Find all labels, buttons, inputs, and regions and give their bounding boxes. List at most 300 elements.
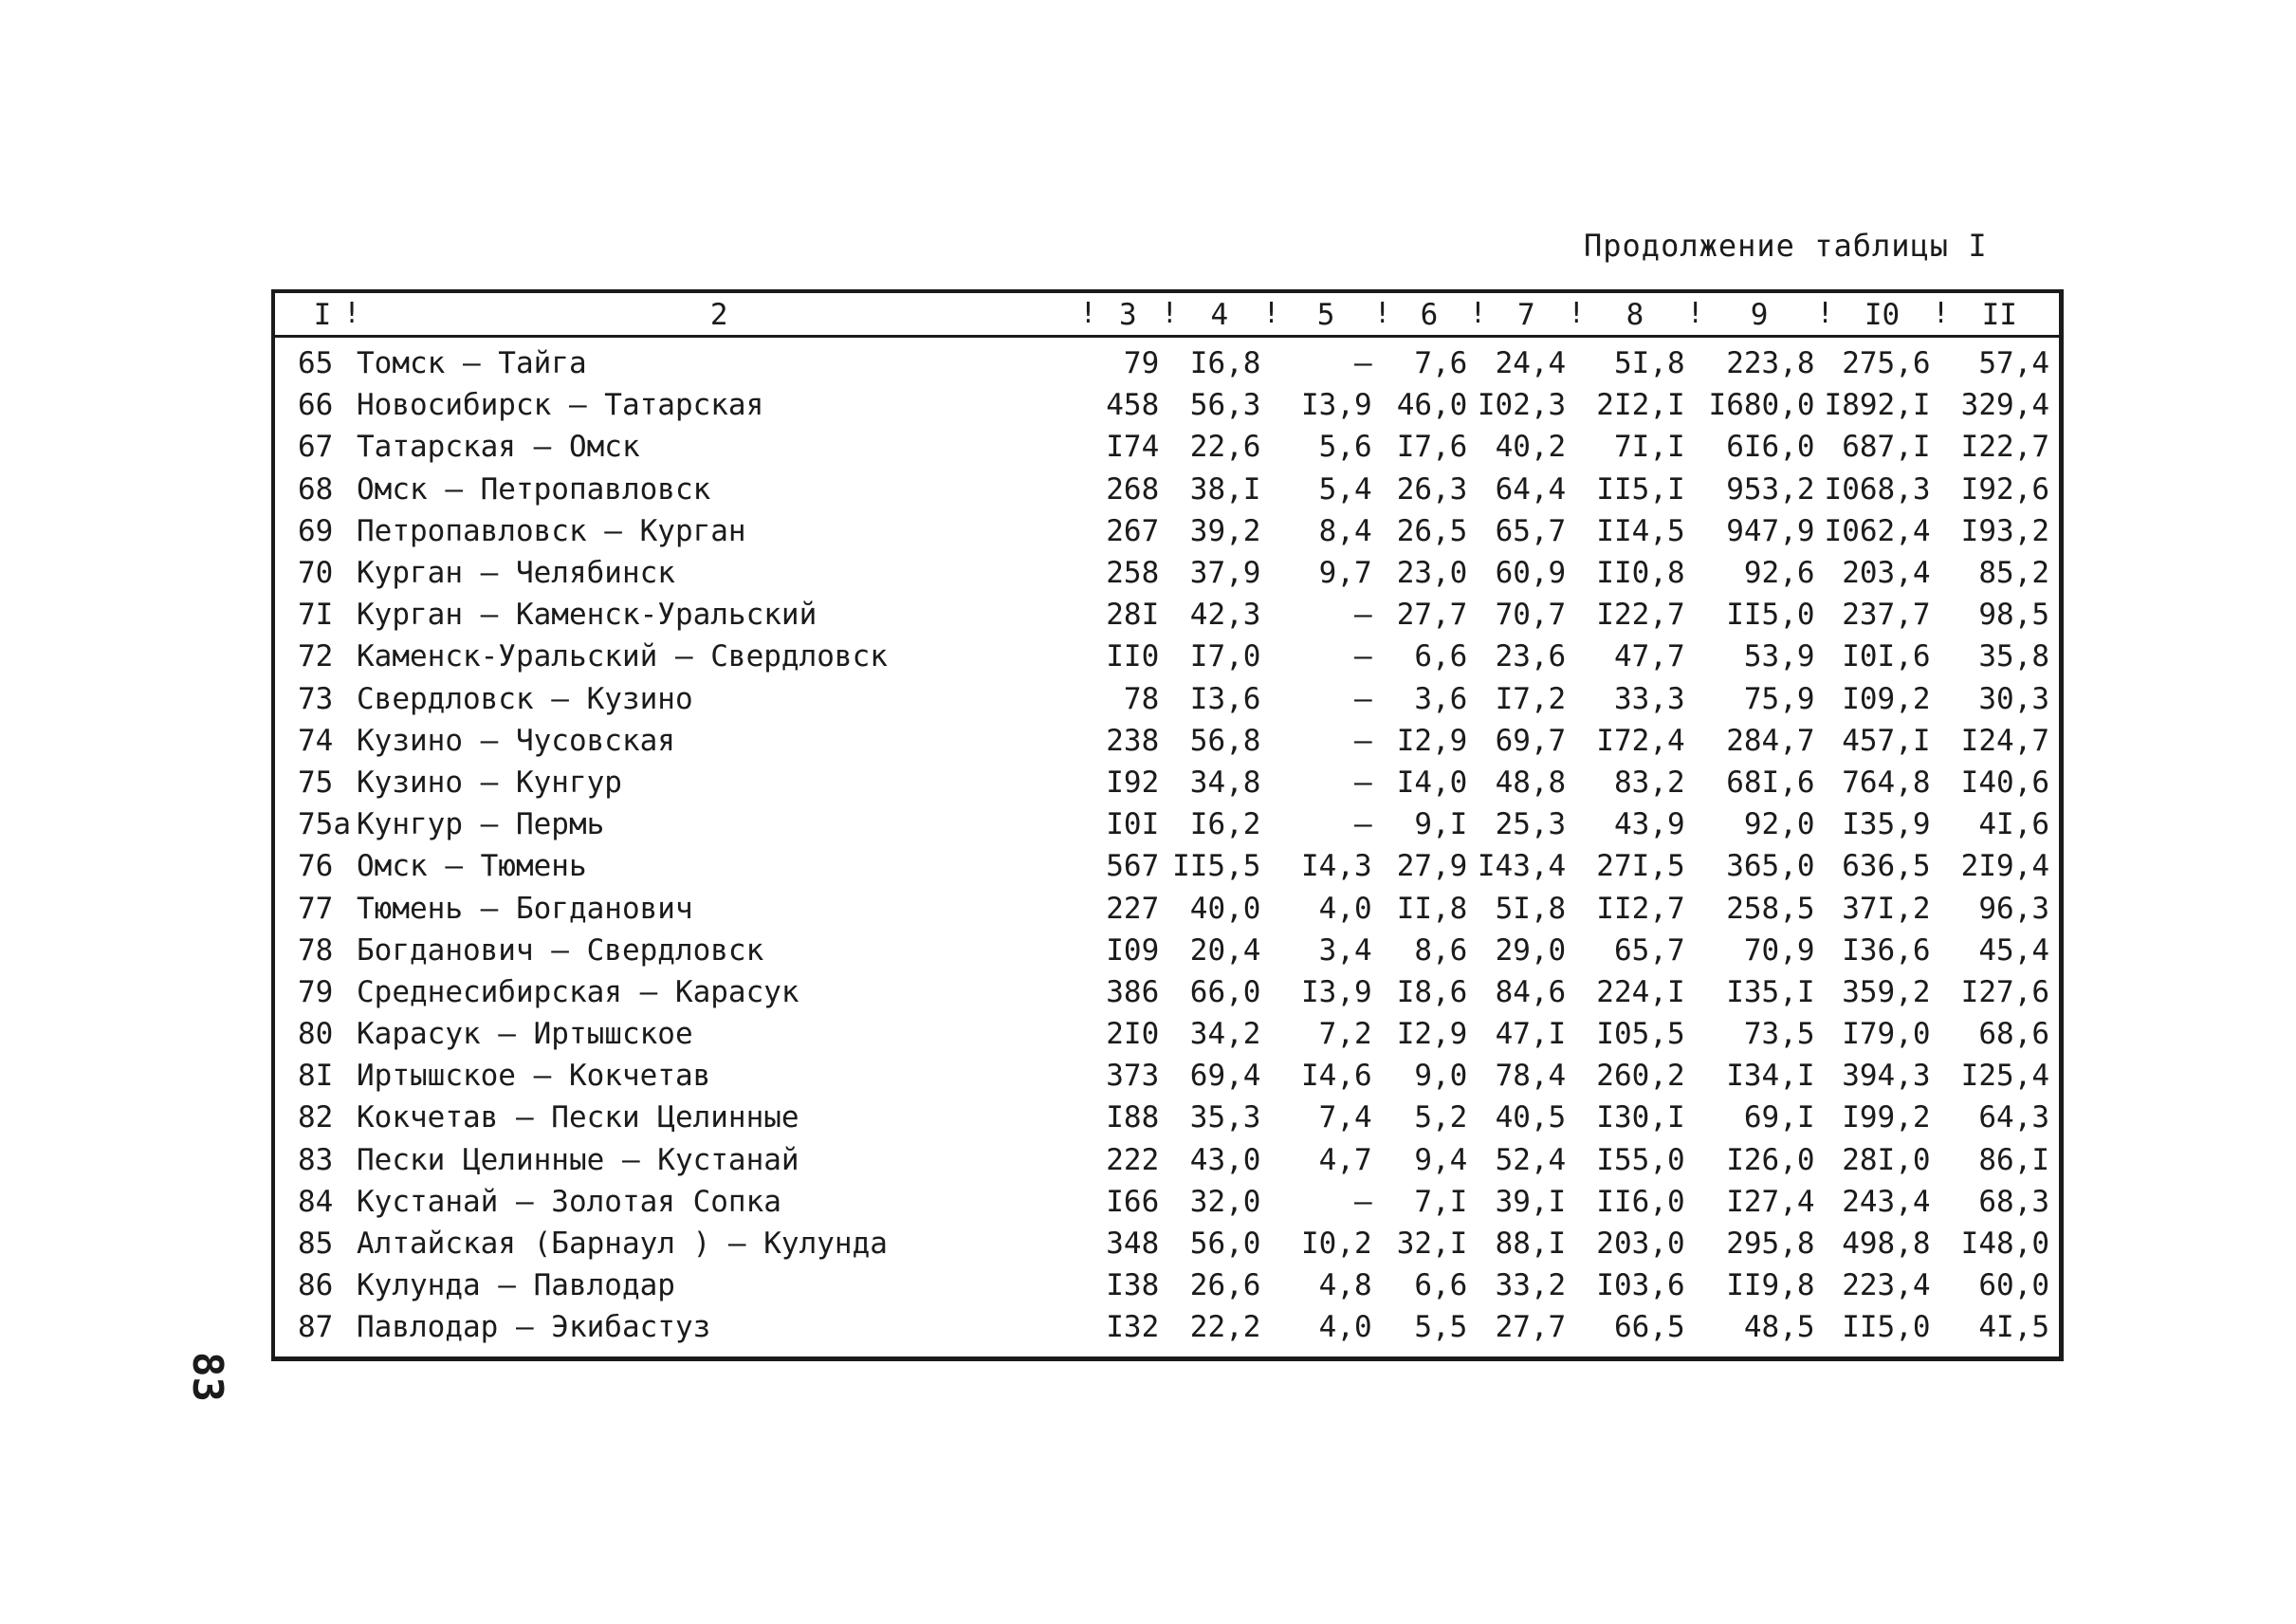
route-name: Омск – Петропавловск <box>357 471 711 507</box>
value-cell: 69,I <box>1743 1100 1815 1135</box>
value-cell: 4I,5 <box>1978 1310 2049 1345</box>
table-row <box>294 1013 2059 1055</box>
value-cell: 267 <box>1106 513 1160 548</box>
value-cell: 20,4 <box>1189 932 1261 968</box>
column-header-6 <box>1373 293 1478 337</box>
value-cell: – <box>1354 723 1372 758</box>
value-cell: 268 <box>1106 471 1160 507</box>
value-cell: 34,2 <box>1189 1017 1261 1052</box>
value-cell: I25,4 <box>1960 1059 2049 1094</box>
row-number: 78 <box>298 932 334 968</box>
table-row <box>294 678 2059 720</box>
value-cell: 9,0 <box>1414 1059 1468 1094</box>
row-number: 77 <box>298 891 334 926</box>
value-cell: 6,6 <box>1414 639 1468 674</box>
value-cell: 238 <box>1106 723 1160 758</box>
value-cell: 22,6 <box>1189 430 1261 465</box>
value-cell: 947,9 <box>1726 513 1815 548</box>
table-row <box>294 845 2059 887</box>
value-cell: I2,9 <box>1396 1017 1468 1052</box>
value-cell: 223,4 <box>1842 1268 1931 1303</box>
row-number: 80 <box>298 1017 334 1052</box>
value-cell: I43,4 <box>1477 849 1567 884</box>
value-cell: 92,6 <box>1743 556 1815 591</box>
value-cell: 29,0 <box>1495 932 1567 968</box>
row-number: 69 <box>298 513 334 548</box>
value-cell: 22,2 <box>1189 1310 1261 1345</box>
value-cell: 373 <box>1106 1059 1160 1094</box>
value-cell: I05,5 <box>1596 1017 1685 1052</box>
value-cell: I35,I <box>1726 974 1815 1009</box>
table-row <box>294 1139 2059 1181</box>
value-cell: 69,7 <box>1495 723 1567 758</box>
value-cell: 78 <box>1123 681 1160 716</box>
route-name: Среднесибирская – Карасук <box>357 974 799 1009</box>
value-cell: – <box>1354 639 1372 674</box>
value-cell: I0,2 <box>1301 1227 1372 1262</box>
value-cell: 86,I <box>1978 1142 2049 1177</box>
route-name: Богданович – Свердловск <box>357 932 764 968</box>
value-cell: 40,5 <box>1495 1100 1567 1135</box>
value-cell: 33,2 <box>1495 1268 1567 1303</box>
value-cell: 52,4 <box>1495 1142 1567 1177</box>
value-cell: 40,2 <box>1495 430 1567 465</box>
value-cell: I3,9 <box>1301 974 1372 1009</box>
table-row <box>294 971 2059 1013</box>
value-cell: 237,7 <box>1842 598 1931 633</box>
value-cell: 48,8 <box>1495 765 1567 800</box>
value-cell: 56,8 <box>1189 723 1261 758</box>
value-cell: – <box>1354 346 1372 381</box>
value-cell: 26,5 <box>1396 513 1468 548</box>
value-cell: II5,I <box>1596 471 1685 507</box>
column-separator: ! <box>1161 297 1179 330</box>
value-cell: 68,6 <box>1978 1017 2049 1052</box>
value-cell: 60,9 <box>1495 556 1567 591</box>
value-cell: I02,3 <box>1477 388 1567 423</box>
value-cell: I32 <box>1106 1310 1160 1345</box>
value-cell: 83,2 <box>1613 765 1685 800</box>
value-cell: I79,0 <box>1842 1017 1931 1052</box>
route-name: Новосибирск – Татарская <box>357 388 764 423</box>
table-row <box>294 803 2059 845</box>
value-cell: 23,6 <box>1495 639 1567 674</box>
row-number: 8I <box>298 1059 334 1094</box>
value-cell: 284,7 <box>1726 723 1815 758</box>
value-cell: 78,4 <box>1495 1059 1567 1094</box>
value-cell: 35,8 <box>1978 639 2049 674</box>
row-number: 73 <box>298 681 334 716</box>
value-cell: I8,6 <box>1396 974 1468 1009</box>
route-name: Кузино – Кунгур <box>357 765 622 800</box>
column-header-label: 8 <box>1626 298 1644 332</box>
row-number: 86 <box>298 1268 334 1303</box>
value-cell: I4,6 <box>1301 1059 1372 1094</box>
value-cell: I30,I <box>1596 1100 1685 1135</box>
table-row <box>294 636 2059 677</box>
value-cell: 42,3 <box>1189 598 1261 633</box>
row-number: 74 <box>298 723 334 758</box>
value-cell: 6I6,0 <box>1726 430 1815 465</box>
route-name: Омск – Тюмень <box>357 849 587 884</box>
page-number: 83 <box>183 1352 231 1402</box>
value-cell: 7,I <box>1414 1184 1468 1219</box>
value-cell: I27,4 <box>1726 1184 1815 1219</box>
value-cell: 53,9 <box>1743 639 1815 674</box>
table-row <box>294 762 2059 803</box>
data-table <box>294 293 2059 1349</box>
value-cell: I22,7 <box>1596 598 1685 633</box>
value-cell: 27,7 <box>1396 598 1468 633</box>
value-cell: 88,I <box>1495 1227 1567 1262</box>
column-header-label: 6 <box>1420 298 1439 332</box>
value-cell: I74 <box>1106 430 1160 465</box>
value-cell: 30,3 <box>1978 681 2049 716</box>
value-cell: 9,4 <box>1414 1142 1468 1177</box>
value-cell: 26,6 <box>1189 1268 1261 1303</box>
value-cell: II5,0 <box>1842 1310 1931 1345</box>
value-cell: 39,2 <box>1189 513 1261 548</box>
value-cell: – <box>1354 765 1372 800</box>
route-name: Алтайская (Барнаул ) – Кулунда <box>357 1227 888 1262</box>
route-name: Свердловск – Кузино <box>357 681 693 716</box>
column-header-8 <box>1568 293 1694 337</box>
table-row <box>294 720 2059 762</box>
value-cell: 27,7 <box>1495 1310 1567 1345</box>
value-cell: 8,6 <box>1414 932 1468 968</box>
row-number: 68 <box>298 471 334 507</box>
row-number: 79 <box>298 974 334 1009</box>
value-cell: 5,4 <box>1318 471 1372 507</box>
value-cell: 258,5 <box>1726 891 1815 926</box>
value-cell: 4,8 <box>1318 1268 1372 1303</box>
value-cell: 64,4 <box>1495 471 1567 507</box>
value-cell: I92,6 <box>1960 471 2049 507</box>
value-cell: II9,8 <box>1726 1268 1815 1303</box>
table-row <box>294 510 2059 552</box>
value-cell: 5,5 <box>1414 1310 1468 1345</box>
table-row <box>294 1055 2059 1097</box>
value-cell: I88 <box>1106 1100 1160 1135</box>
value-cell: 23,0 <box>1396 556 1468 591</box>
value-cell: I062,4 <box>1824 513 1931 548</box>
value-cell: I7,0 <box>1189 639 1261 674</box>
value-cell: 203,4 <box>1842 556 1931 591</box>
value-cell: 275,6 <box>1842 346 1931 381</box>
value-cell: 223,8 <box>1726 346 1815 381</box>
value-cell: 458 <box>1106 388 1160 423</box>
value-cell: 3,6 <box>1414 681 1468 716</box>
row-number: 72 <box>298 639 334 674</box>
value-cell: I34,I <box>1726 1059 1815 1094</box>
value-cell: 43,0 <box>1189 1142 1261 1177</box>
value-cell: 4,7 <box>1318 1142 1372 1177</box>
value-cell: 359,2 <box>1842 974 1931 1009</box>
column-header-label: II <box>1981 298 2017 332</box>
value-cell: – <box>1354 681 1372 716</box>
value-cell: 46,0 <box>1396 388 1468 423</box>
value-cell: I6,8 <box>1189 346 1261 381</box>
row-number: 65 <box>298 346 334 381</box>
value-cell: 65,7 <box>1495 513 1567 548</box>
route-name: Тюмень – Богданович <box>357 891 693 926</box>
value-cell: I92 <box>1106 765 1160 800</box>
value-cell: 37,9 <box>1189 556 1261 591</box>
value-cell: 4,0 <box>1318 891 1372 926</box>
value-cell: 28I <box>1106 598 1160 633</box>
value-cell: 56,3 <box>1189 388 1261 423</box>
route-name: Каменск-Уральский – Свердловск <box>357 639 888 674</box>
value-cell: 636,5 <box>1842 849 1931 884</box>
table-row <box>294 1223 2059 1264</box>
value-cell: 66,5 <box>1613 1310 1685 1345</box>
column-header-10 <box>1816 293 1940 337</box>
column-separator: ! <box>1373 297 1391 330</box>
value-cell: 25,3 <box>1495 807 1567 842</box>
value-cell: I09,2 <box>1842 681 1931 716</box>
value-cell: I680,0 <box>1708 388 1815 423</box>
column-separator: ! <box>1469 297 1487 330</box>
column-separator: ! <box>1932 297 1950 330</box>
value-cell: 68I,6 <box>1726 765 1815 800</box>
column-header-label: 2 <box>709 298 728 332</box>
value-cell: 33,3 <box>1613 681 1685 716</box>
value-cell: 365,0 <box>1726 849 1815 884</box>
column-header-label: 3 <box>1118 298 1137 332</box>
value-cell: I38 <box>1106 1268 1160 1303</box>
value-cell: I35,9 <box>1842 807 1931 842</box>
value-cell: II2,7 <box>1596 891 1685 926</box>
value-cell: 65,7 <box>1613 932 1685 968</box>
value-cell: II0,8 <box>1596 556 1685 591</box>
value-cell: II0 <box>1106 639 1160 674</box>
value-cell: 56,0 <box>1189 1227 1261 1262</box>
value-cell: 64,3 <box>1978 1100 2049 1135</box>
table-row <box>294 930 2059 971</box>
row-number: 83 <box>298 1142 334 1177</box>
value-cell: 43,9 <box>1613 807 1685 842</box>
row-number: 75 <box>298 765 334 800</box>
column-header-label: 4 <box>1210 298 1229 332</box>
value-cell: I4,0 <box>1396 765 1468 800</box>
value-cell: 764,8 <box>1842 765 1931 800</box>
value-cell: 498,8 <box>1842 1227 1931 1262</box>
value-cell: 39,I <box>1495 1184 1567 1219</box>
table-row <box>294 594 2059 636</box>
value-cell: 48,5 <box>1743 1310 1815 1345</box>
value-cell: I26,0 <box>1726 1142 1815 1177</box>
value-cell: 394,3 <box>1842 1059 1931 1094</box>
value-cell: 96,3 <box>1978 891 2049 926</box>
value-cell: 60,0 <box>1978 1268 2049 1303</box>
value-cell: I068,3 <box>1824 471 1931 507</box>
value-cell: I2,9 <box>1396 723 1468 758</box>
table-frame <box>271 289 2064 1361</box>
value-cell: 7I,I <box>1613 430 1685 465</box>
route-name: Кокчетав – Пески Целинные <box>357 1100 799 1135</box>
column-header-9 <box>1686 293 1825 337</box>
row-number: 66 <box>298 388 334 423</box>
column-separator: ! <box>343 297 361 330</box>
value-cell: 329,4 <box>1960 388 2049 423</box>
value-cell: 27I,5 <box>1596 849 1685 884</box>
value-cell: – <box>1354 598 1372 633</box>
table-row <box>294 1097 2059 1138</box>
column-header-2 <box>343 293 1087 337</box>
row-number: 76 <box>298 849 334 884</box>
column-header-label: 9 <box>1750 298 1769 332</box>
value-cell: 92,0 <box>1743 807 1815 842</box>
value-cell: I72,4 <box>1596 723 1685 758</box>
value-cell: I36,6 <box>1842 932 1931 968</box>
column-header-1 <box>294 293 351 337</box>
table-row <box>294 1181 2059 1223</box>
route-name: Карасук – Иртышское <box>357 1017 693 1052</box>
row-number: 82 <box>298 1100 334 1135</box>
table-row <box>294 384 2059 426</box>
value-cell: II4,5 <box>1596 513 1685 548</box>
value-cell: 57,4 <box>1978 346 2049 381</box>
column-header-5 <box>1262 293 1381 337</box>
value-cell: 73,5 <box>1743 1017 1815 1052</box>
row-number: 75а <box>298 807 351 842</box>
value-cell: II5,0 <box>1726 598 1815 633</box>
value-cell: I0I,6 <box>1842 639 1931 674</box>
value-cell: 9,7 <box>1318 556 1372 591</box>
column-header-11 <box>1932 293 2059 337</box>
value-cell: 348 <box>1106 1227 1160 1262</box>
column-separator: ! <box>1262 297 1280 330</box>
value-cell: 75,9 <box>1743 681 1815 716</box>
value-cell: 84,6 <box>1495 974 1567 1009</box>
value-cell: 27,9 <box>1396 849 1468 884</box>
column-header-label: I <box>313 298 332 332</box>
route-name: Курган – Каменск-Уральский <box>357 598 817 633</box>
row-number: 85 <box>298 1227 334 1262</box>
value-cell: – <box>1354 1184 1372 1219</box>
column-header-label: 7 <box>1516 298 1535 332</box>
value-cell: 227 <box>1106 891 1160 926</box>
value-cell: 38,I <box>1189 471 1261 507</box>
table-row <box>294 1306 2059 1348</box>
value-cell: 79 <box>1123 346 1160 381</box>
route-name: Иртышское – Кокчетав <box>357 1059 711 1094</box>
column-header-3 <box>1079 293 1168 337</box>
value-cell: I03,6 <box>1596 1268 1685 1303</box>
value-cell: 32,0 <box>1189 1184 1261 1219</box>
value-cell: 37I,2 <box>1842 891 1931 926</box>
value-cell: I0I <box>1106 807 1160 842</box>
route-name: Кулунда – Павлодар <box>357 1268 675 1303</box>
value-cell: 8,4 <box>1318 513 1372 548</box>
value-cell: – <box>1354 807 1372 842</box>
value-cell: II5,5 <box>1172 849 1261 884</box>
value-cell: I3,6 <box>1189 681 1261 716</box>
route-name: Кустанай – Золотая Сопка <box>357 1184 781 1219</box>
value-cell: I66 <box>1106 1184 1160 1219</box>
value-cell: 5I,8 <box>1495 891 1567 926</box>
value-cell: 98,5 <box>1978 598 2049 633</box>
value-cell: 5,2 <box>1414 1100 1468 1135</box>
value-cell: 224,I <box>1596 974 1685 1009</box>
value-cell: 9,I <box>1414 807 1468 842</box>
value-cell: 295,8 <box>1726 1227 1815 1262</box>
route-name: Курган – Челябинск <box>357 556 675 591</box>
value-cell: I6,2 <box>1189 807 1261 842</box>
column-header-label: I0 <box>1864 298 1901 332</box>
route-name: Кунгур – Пермь <box>357 807 605 842</box>
value-cell: 69,4 <box>1189 1059 1261 1094</box>
value-cell: 7,2 <box>1318 1017 1372 1052</box>
value-cell: 47,I <box>1495 1017 1567 1052</box>
table-row <box>294 469 2059 510</box>
value-cell: 457,I <box>1842 723 1931 758</box>
row-number: 7I <box>298 598 334 633</box>
value-cell: 85,2 <box>1978 556 2049 591</box>
table-body <box>294 337 2059 1349</box>
value-cell: 24,4 <box>1495 346 1567 381</box>
value-cell: 5,6 <box>1318 430 1372 465</box>
value-cell: 68,3 <box>1978 1184 2049 1219</box>
value-cell: 953,2 <box>1726 471 1815 507</box>
column-separator: ! <box>1816 297 1834 330</box>
table-caption: Продолжение таблицы I <box>1584 228 1988 264</box>
value-cell: 6,6 <box>1414 1268 1468 1303</box>
route-name: Томск – Тайга <box>357 346 587 381</box>
value-cell: 4,0 <box>1318 1310 1372 1345</box>
table-header <box>294 293 2059 337</box>
value-cell: 66,0 <box>1189 974 1261 1009</box>
value-cell: I3,9 <box>1301 388 1372 423</box>
value-cell: 386 <box>1106 974 1160 1009</box>
value-cell: I22,7 <box>1960 430 2049 465</box>
value-cell: 35,3 <box>1189 1100 1261 1135</box>
value-cell: 32,I <box>1396 1227 1468 1262</box>
value-cell: I24,7 <box>1960 723 2049 758</box>
route-name: Кузино – Чусовская <box>357 723 675 758</box>
column-separator: ! <box>1568 297 1586 330</box>
value-cell: 2I9,4 <box>1960 849 2049 884</box>
column-separator: ! <box>1686 297 1704 330</box>
value-cell: 3,4 <box>1318 932 1372 968</box>
row-number: 84 <box>298 1184 334 1219</box>
value-cell: II6,0 <box>1596 1184 1685 1219</box>
value-cell: 28I,0 <box>1842 1142 1931 1177</box>
value-cell: 5I,8 <box>1613 346 1685 381</box>
value-cell: 70,7 <box>1495 598 1567 633</box>
value-cell: I7,6 <box>1396 430 1468 465</box>
value-cell: I09 <box>1106 932 1160 968</box>
value-cell: 222 <box>1106 1142 1160 1177</box>
route-name: Пески Целинные – Кустанай <box>357 1142 799 1177</box>
value-cell: 34,8 <box>1189 765 1261 800</box>
value-cell: I93,2 <box>1960 513 2049 548</box>
value-cell: I7,2 <box>1495 681 1567 716</box>
value-cell: 258 <box>1106 556 1160 591</box>
value-cell: I27,6 <box>1960 974 2049 1009</box>
value-cell: 45,4 <box>1978 932 2049 968</box>
column-header-7 <box>1469 293 1575 337</box>
route-name: Петропавловск – Курган <box>357 513 746 548</box>
row-number: 67 <box>298 430 334 465</box>
route-name: Павлодар – Экибастуз <box>357 1310 711 1345</box>
table-row <box>294 887 2059 929</box>
value-cell: 2I0 <box>1106 1017 1160 1052</box>
column-header-label: 5 <box>1316 298 1335 332</box>
table-row <box>294 337 2059 384</box>
value-cell: 203,0 <box>1596 1227 1685 1262</box>
value-cell: 4I,6 <box>1978 807 2049 842</box>
